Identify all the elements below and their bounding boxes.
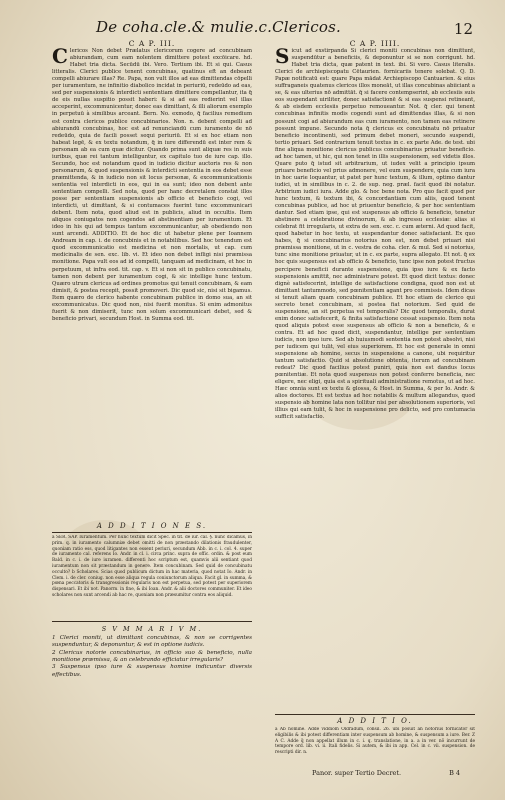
chapter-body: icut ad exstirpanda Si clerici moniti concubinas non dimittunt, suspendūtur a beneficiis, & deponuntur si se non corrigunt. hd. Habet tria dicta, quæ patent in text. ibi. Si vero. Casus literalis. Clerici de archiepiscopatu Cētaurien. fornicariis tenere solebat. Q. D. Papæ notificatū est: quare Papa mādat Archiepiscopo Cantuarien. & eius suffraganeis quatenus clericos illos moneāt, ut illas concubinas abiiciant a se, & eas ulterius nō admittāt. q̄ si facere contempserint, ab ecclesiis suis eos suspendant uiriliter, donec satisfactionē & si eas suspensi retineant, & ab eisdem ecclesiis perpetuo remoueantur. Not. q̄ cler. qui tenent concubinas infinitis modis cogendi sunt ad dimittendas illas, & si non possunt cogi ad abiurandum eas cum iuramento, non tamen eas retinere possunt impune. Secundo nota q̄ clericus ex concubinatu nō priuatur beneficio incontinenti, sed primum debet moneri, secundo suspendi, tertio priuari. Sed contrarium tenuit textus in c. ex parte Ade. de test. ubi fine aliqua monitione clericus publicus concubinarius priuatur beneficio. ad hoc tamen, ut hic, qui non tenet in illis suspensionem, sed videtis illos. Quare puto q̄ istud sit arbitrarium, ut iudex velit a principio ipsum priuare beneficio vel prius admonere, vel eum suspendere, quia cum iura in hoc uarie loquantur, ut patet per hunc textum, & illum, optimo dantur iudici, ut in similibus in c. 2. de sup. neg. præl. facit quod ibi notatur. Arbitrium iudici iura. Adde glo. & hoc bene nota. Pro quo facit quod per hunc textum, & textum ibi, & concordantiam cum aliis, quod tenent concubinas publice, ad hoc ut priuentur beneficio, & per hoc sententiam dantur. Sed etiam ipse, qui est suspensus ab officio & beneficio, tenetur abstinere a celebratione divinorum, & ab ingressu ecclesiæ: alias si celebrat fit irregularis, ut extra de sen. exc. c. cum æterni. Ad quod facit, quod habetur in hoc textu, ut suspendantur donec satisfaciant. Ex quo habes, q̄ si concubinarius notorius non est, non debet priuari nisi præmissa monitione, ut in c. vestra de coha. cler. & mul. Sed si notorius, tunc sine monitione priuatur, ut in c. ex parte, supra allegato. Et not. q̄ ex hoc quis suspensus est ab officio & beneficio, tunc ipse non potest fructus percipere beneficii durante suspensione, quia ipso iure & ex facto suspensionis amittit, nec administrare potest. Et quod dicit textus: donec dignè satisfecerint, intellige de satisfactione condigna, quod non est ut dimittant tantummodo, sed pœnitentiam agant pro commissis. Idem dicas si tenuit aliam quam concubinam publice. Et hoc etiam de clerico qui secreto tenet concubinam, si postea fiat notorium. Sed quid de suspensione, an sit perpetua vel temporalis? Dic quod temporalis, durat enim donec satisfecerit, & finita satisfactione cessat suspensio. Item nota quod aliquis potest esse suspensus ab officio & non a beneficio, & e contra. Et ad hoc quod dicit, suspendantur, intellige per sententiam iudicis, non ipso iure. Sed ab huiusmodi sententia non potest absolvi, nisi per iudicem qui tulit, vel eius superiorem. Et hoc est generale in omni suspensione ab homine, secus in suspensione a canone, ubi requiritur tantum satisfactio. Quid si absolutione obtenta, iterum ad concubinam redeat? Dic quod facilius potest puniri, quia non est dandus locus pœnitentiæ. Et nota quod suspensus non potest conferre beneficia, nec eligere, nec eligi, quia est a spirituali administratione remotus, ut ad hoc. Hæc omnia sunt ex textu & glossa, & Host. in Summa, & per Io. Andr. & alios doctores. Et est textus ad hoc notabilis & multum allegandus, quod suspensio ab homine lata non tollitur nisi per absolutionem superioris, vel illius qui eam tulit, & hoc in suspensione pro delicto, sed pro contumacia sufficit satisfactio.	[275, 48, 475, 421]
catchword: Panor. super Tertio Decret.	[312, 769, 402, 777]
summarium-item: 2 Clericus notorie concubinarius, in officio suo & beneficio, nulla monitione præmissa, & an celebrando efficiatur irregularis?	[52, 649, 252, 664]
initial-letter: S	[275, 48, 290, 69]
additiones-notes: a SER. SAP. Iuramentum. Per hunc textum dicit Spec. in tit. de iur. cal. §. nunc dicamus, in prim. q. in iuramento calumniæ debet omitti de non præstando dilationis fraudulenter, quoniam ratio ess, quod litigantes non essent periuri, secundum Abb. in c. i. col. 4. super de iuramento cal. referens Io. Andr. in cl. i. circa princ. supra de offic. ordin. & post eum Bald. in c. i. de iure iuramen. differenti hoc scriptum est, quamvis alii sentiant quod iuramentum non sit præstandum in genere. Item concubinam. Sed quid de concubinatu occulto? b Scholares. Scias quod publicum dictum in hac materia, quod notat Io. Andr. in Clem. i. de cler. coniug. non esse aliqua regula coniunctorum aliqua. Facit gl. in summa, & pœna peccatoris & transgressionis regularis non est perpetua, sed potest per superiorem dispensari. Et ibi not. Panorm. in fine, & ibi Ioan. Andr. & alii doctores communiter. Et ideo scholares non sunt arcendi ab hac re, quoniam non præsumitur contra eos aliquid.	[52, 535, 252, 599]
additio-heading: A D D I T I O.	[337, 717, 413, 726]
divider	[275, 714, 475, 715]
initial-letter: C	[52, 48, 68, 69]
chapter-body: lericos Non debet Prælatus clericorum cogere ad concubinam abiurandam, cum eam nolentem dimittere potest excōicare. hd. Habet tria dicta. Secūdū ibi. Vero. Tertium ibi. Et si qui. Casus litteralis. Clerici publice tenent concubinas, quatinus eft an debeant compelli abiurare illas? Re. Papa, non vult illos ad eas dimittendas cōpelli per iuramentum, ne infinitio diabolico incidat in periuriū, redeūdo ad eas, sed per suspensionis & interdicti sententiam dimittere compellantur, ita q̄ de eis nullas suspitio possit haberi: & si ad eas redierint vel illas acceperint, excommunicentur, donec eas dimittant, & illi aliorum exemplo in perpetuū à similibus arceant. Bern. No. exmodo, q̄ facilius remedium est contra clericos publice concubinarios. Non. n. debent compelli ad abiurandū concubinas, hoc est ad renunciandū cum iuramento de nō redeūdo, quia de facili posset sequi periuriū. Et si ex hoc etiam non habeat legē, & ex textu notandum, q̄ in iure differendū est inter rem & personam ab ea cum quæ dicitur. Quando prima sunt aliquæ res in suis iuribus, quæ rei tantum intelliguntur, ex capitulo tuo de iure cap. illo. Secundo, hoc est notandum quod in iudicio dicitur auctoris res & non personarum, & quod suspensionis & interdicti sententia in eos debet esse præmittenda, & in iudicio non sit locus personæ, & excommunicationis sententia vel interdicti in eos, qui in ea sunt; ideo non debent ante sententiam compelli. Sed nota, quod per hanc decretalem constat illos posse per sententiam suspensionis ab officio et beneficio cogi, vel interdicti, ut dimittant, & si contumaces fuerint tunc excommunicari debent. Item nota, quod aliud est in publicis, aliud in occultis. Item aliquos coniugatos non cogendos ad abstinentiam per iuramentum. Et ideo in his qui ad tempus tantum excommunicantur, ab obediendo non sunt arcendi. ADDITIO. Et de hoc dic ut habetur plene per Ioannem Andream in cap. i. de concubinis et in notabilibus. Sed hoc tenendum est quod excommunicatio est medicina et non mortalis, ut cap. cum medicinalis de sen. exc. lib. vi. Et ideo non debet infligi nisi præmissa monitione. Papa vult eos ad id compelli, tanquam ad medicinam, et hoc in perpetuum, ut infra eod. tit. cap. v. Et si non sit in publico concubinatu, tamen non debent per iuramentum cogi, & sic intellige hunc textum. Quæro utrum clericus ad ordines promotus qui tenuit concubinam, & eam dimisit, & postea recepit, possit promoveri. Dic quod sic, nisi sit bigamus. Item quæro de clerico habente concubinam publice in domo sua, an sit excommunicatus. Dic quod non, nisi fuerit monitus. Si enim admonitus fuerit & non dimiserit, tunc non solum excommunicari debet, sed & beneficio privari, secundum Host. in Summa eod. tit.	[52, 48, 252, 322]
additiones-heading: A D D I T I O N E S.	[96, 522, 208, 531]
signature-line	[312, 769, 460, 777]
chapter-heading: C A P. IIII.	[349, 40, 401, 48]
additio-notes: a Ab homine. Adde viddiom Oldradum, consil. 26. ubi posuit an notorius fornicator sit eligibilis & ibi potest differentiam inter suspensum ab homine, & suspensum a iure. Ber. Z A C. Adde q̄ non appellat illum in c. i. q. translatione, in a. a in ver. nō incurrunt de tempore ord. lib. vi. ii. Itali fidelis. Si autem, & ibi in app. Cel. in c. vii. suspension. de rescripti dir. n.	[275, 727, 475, 756]
summarium-heading: S V M M A R I V M.	[101, 625, 203, 634]
summarium-item: 1 Clerici moniti, ut dimittant concubinas, & non se corrigentes suspenduntur, & deponuntur, & est in optione iudicis.	[52, 635, 252, 649]
summarium-item: 3 Suspensus ipso iure & suspensus homine indicuntur diversis effectibus.	[52, 664, 252, 678]
chapter-heading: C A P. III.	[128, 40, 176, 48]
right-column	[275, 40, 475, 777]
signature-mark: B 4	[449, 769, 461, 777]
divider	[52, 621, 252, 622]
chapter-text	[275, 48, 475, 712]
folio-number: 12	[453, 20, 473, 38]
summarium-list	[52, 635, 252, 679]
divider	[52, 532, 252, 533]
running-header: De coha.cle.& mulie.c.Clericos.	[96, 18, 341, 36]
chapter-text	[52, 48, 252, 520]
left-column	[52, 40, 252, 679]
